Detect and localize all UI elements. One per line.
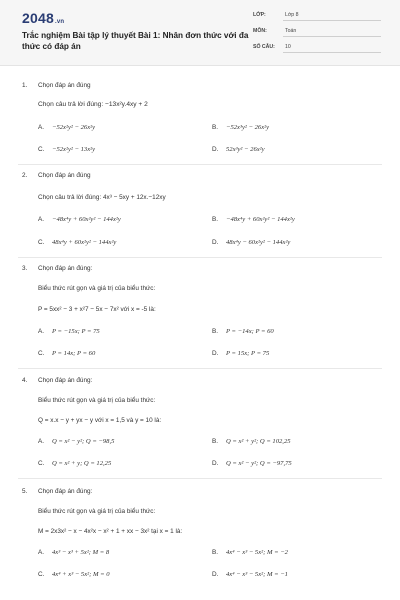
question-divider xyxy=(18,257,382,258)
question-5-prompt: Biểu thức rút gọn và giá trị của biểu thức: xyxy=(38,508,156,515)
question-5-option-b[interactable] xyxy=(212,549,288,556)
option-key: A. xyxy=(38,328,45,335)
option-key: B. xyxy=(212,328,219,335)
question-divider xyxy=(18,368,382,369)
page-header xyxy=(0,0,400,66)
option-key: A. xyxy=(38,438,45,445)
option-text: −52x²y² − 26x²y xyxy=(52,124,96,131)
option-text: −52x³y² − 26x²y xyxy=(226,124,270,131)
info-subject xyxy=(253,26,381,42)
question-3-heading xyxy=(22,265,92,272)
question-number: 4. xyxy=(22,377,28,384)
option-text: Q = x² − y²; Q = −98,5 xyxy=(52,438,115,445)
question-1-heading xyxy=(22,82,91,89)
question-2-option-d[interactable] xyxy=(212,239,290,246)
question-4-option-a[interactable] xyxy=(38,438,114,445)
question-2-prompt: Chọn câu trả lời đúng: 4x³ − 5xy + 12x.−12xy xyxy=(38,194,166,201)
question-4-option-c[interactable] xyxy=(38,460,111,467)
option-key: C. xyxy=(38,571,45,578)
option-key: B. xyxy=(212,438,219,445)
option-key: D. xyxy=(212,571,219,578)
question-3-option-c[interactable] xyxy=(38,350,95,357)
question-4-expression: Q = x.x − y + yx − y với x = 1,5 và y = 10 là: xyxy=(38,417,162,424)
document-title: Trắc nghiệm Bài tập lý thuyết Bài 1: Nhân đơn thức với đa thức có đáp án xyxy=(22,31,249,51)
info-label: MÔN: xyxy=(253,28,267,34)
question-5-heading xyxy=(22,488,92,495)
question-heading-text: Chọn đáp án đúng: xyxy=(38,265,93,272)
question-1-option-b[interactable] xyxy=(212,124,269,131)
option-key: C. xyxy=(38,239,45,246)
question-2-option-b[interactable] xyxy=(212,216,295,223)
option-text: Q = x² + y²; Q = 102,25 xyxy=(226,438,291,445)
info-value: Toán xyxy=(285,28,297,34)
question-3-prompt: Biểu thức rút gọn và giá trị của biểu thức: xyxy=(38,285,156,292)
option-text: P = −15x; P = 75 xyxy=(52,328,100,335)
info-label: LỚP: xyxy=(253,12,266,18)
option-text: 48x⁴y + 60x²y² − 144x²y xyxy=(52,239,117,246)
option-text: −48x⁴y + 60x²y² − 144x²y xyxy=(52,216,121,223)
option-text: Q = x² − y²; Q = −97,75 xyxy=(226,460,292,467)
question-5-option-c[interactable] xyxy=(38,571,110,578)
question-3-expression: P = 5xx² − 3 + x²7 − 5x − 7x² với x = -5 là: xyxy=(38,306,156,313)
info-value: Lớp 8 xyxy=(285,12,299,18)
question-divider xyxy=(18,478,382,479)
option-key: D. xyxy=(212,239,219,246)
question-5-expression: M = 2x3x² − x − 4x²x − x² + 1 + xx − 3x² tại x = 1 là: xyxy=(38,528,183,535)
option-key: D. xyxy=(212,146,219,153)
info-label: SỐ CÂU: xyxy=(253,44,275,50)
question-1-option-a[interactable] xyxy=(38,124,95,131)
question-1-option-d[interactable] xyxy=(212,146,265,153)
option-text: −48x⁴y + 60x²y² − 144x²y xyxy=(226,216,295,223)
question-number: 1. xyxy=(22,82,28,89)
option-text: −52x²y² − 13x²y xyxy=(52,146,96,153)
question-1-prompt: Chọn câu trả lời đúng: −13x²y.4xy + 2 xyxy=(38,101,148,108)
question-5-option-a[interactable] xyxy=(38,549,109,556)
question-2-heading xyxy=(22,172,91,179)
option-text: 4x³ − x³ + 5x²; M = 8 xyxy=(52,549,110,556)
option-key: D. xyxy=(212,460,219,467)
option-key: A. xyxy=(38,124,45,131)
question-divider xyxy=(18,164,382,165)
logo-text: 2048 xyxy=(22,10,54,26)
question-1-option-c[interactable] xyxy=(38,146,95,153)
option-text: P = −14x; P = 60 xyxy=(226,328,274,335)
question-3-option-d[interactable] xyxy=(212,350,269,357)
option-text: Q = x² + y; Q = 12,25 xyxy=(52,460,112,467)
option-text: 48x⁴y − 60x²y² − 144x²y xyxy=(226,239,291,246)
option-text: 4x⁴ + x³ − 5x²; M = 0 xyxy=(52,571,110,578)
question-3-option-b[interactable] xyxy=(212,328,274,335)
info-count xyxy=(253,42,381,58)
info-underline xyxy=(283,20,381,21)
question-4-option-d[interactable] xyxy=(212,460,292,467)
option-text: 52x³y² − 26x²y xyxy=(226,146,265,153)
question-number: 2. xyxy=(22,172,28,179)
option-text: P = 14x; P = 60 xyxy=(52,350,96,357)
option-text: P = 15x; P = 75 xyxy=(226,350,270,357)
question-2-option-c[interactable] xyxy=(38,239,116,246)
question-4-option-b[interactable] xyxy=(212,438,291,445)
option-text: 4x⁴ − x³ − 5x²; M = −2 xyxy=(226,549,288,556)
info-underline xyxy=(283,36,381,37)
option-key: B. xyxy=(212,549,219,556)
logo-domain: .vn xyxy=(54,19,65,25)
option-key: A. xyxy=(38,216,45,223)
info-grade xyxy=(253,10,381,26)
question-2-option-a[interactable] xyxy=(38,216,121,223)
option-key: A. xyxy=(38,549,45,556)
option-text: 4x⁴ − x³ − 5x²; M = −1 xyxy=(226,571,288,578)
option-key: C. xyxy=(38,350,45,357)
question-number: 3. xyxy=(22,265,28,272)
question-4-prompt: Biểu thức rút gọn và giá trị của biểu thức: xyxy=(38,397,156,404)
option-key: D. xyxy=(212,350,219,357)
document-info xyxy=(253,10,381,58)
question-number: 5. xyxy=(22,488,28,495)
question-heading-text: Chọn đáp án đúng: xyxy=(38,488,93,495)
question-5-option-d[interactable] xyxy=(212,571,288,578)
info-underline xyxy=(283,52,381,53)
question-heading-text: Chọn đáp án đúng xyxy=(38,172,91,179)
question-heading-text: Chọn đáp án đúng: xyxy=(38,377,93,384)
info-value: 10 xyxy=(285,44,291,50)
option-key: B. xyxy=(212,216,219,223)
question-heading-text: Chọn đáp án đúng xyxy=(38,82,91,89)
question-4-heading xyxy=(22,377,92,384)
option-key: B. xyxy=(212,124,219,131)
option-key: C. xyxy=(38,460,45,467)
question-3-option-a[interactable] xyxy=(38,328,100,335)
option-key: C. xyxy=(38,146,45,153)
site-logo[interactable] xyxy=(22,10,64,26)
